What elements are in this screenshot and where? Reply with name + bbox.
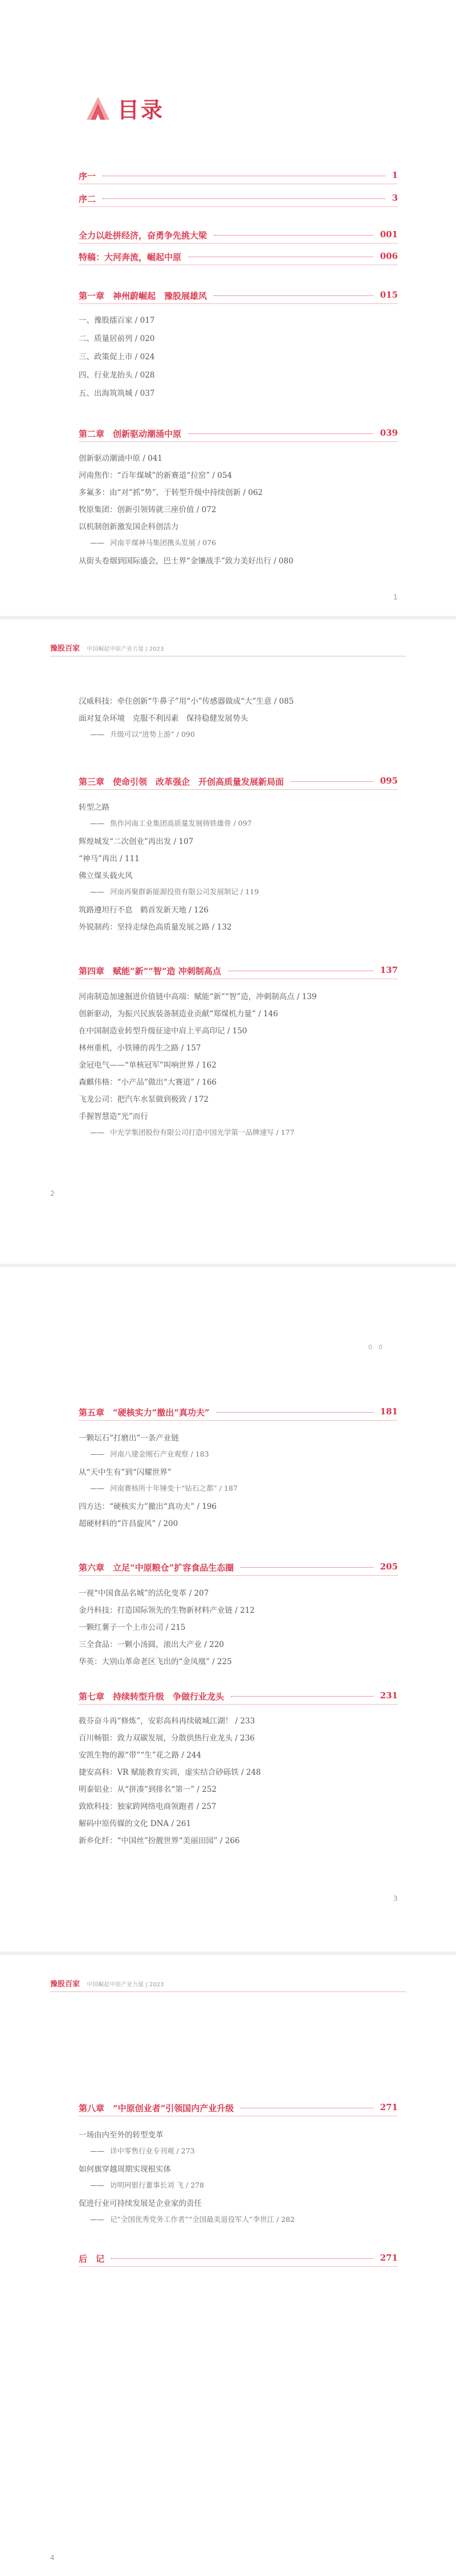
toc-entry[interactable] (79, 1466, 398, 1477)
toc-entry[interactable] (79, 387, 398, 398)
entry-title: 金冠电气——“单核冠军”叫响世界 / 162 (79, 1061, 217, 1070)
toc-entry[interactable] (79, 1007, 398, 1019)
entry-title: 林州重机，小铁锤的再生之路 / 157 (79, 1044, 201, 1053)
entry-title: 详中零售行业专刊观 / 273 (110, 2147, 195, 2155)
entry-title: 从街头卷烟到国际盛会，巴士界“金镶战手”致力美好出行 / 080 (79, 557, 294, 566)
toc-entry[interactable] (79, 695, 398, 706)
toc-entry[interactable] (79, 852, 398, 863)
entry-leader (217, 1412, 373, 1413)
toc-section-entry[interactable] (79, 251, 398, 263)
entry-title: 创新驱动潮涌中原 / 041 (79, 454, 162, 463)
toc-entry[interactable] (90, 1449, 398, 1459)
entry-dash: —— (90, 1484, 104, 1492)
section-underline (79, 1420, 398, 1421)
entry-title: 焦作河南工业集团高质量发展铸铁雄骨 / 097 (110, 819, 252, 827)
toc-entry[interactable] (79, 452, 398, 463)
entry-title: 创新驱动，为振兴民族装备制造业贡献“郑煤机力量” / 146 (79, 1009, 278, 1019)
toc-section-entry[interactable] (79, 229, 398, 241)
toc-entry[interactable] (79, 332, 398, 343)
entry-title: 一颗红薯子一个上市公司 / 215 (79, 1623, 186, 1632)
toc-section-entry[interactable] (79, 965, 398, 977)
entry-title: 促进行业可持续发展是企业家的责任 (79, 2199, 202, 2208)
entry-leader (241, 1567, 373, 1568)
toc-entry[interactable] (79, 990, 398, 1001)
entry-title: 特稿：大河奔流，崛起中原 (79, 252, 182, 262)
toc-entry[interactable] (79, 2128, 398, 2140)
entry-dash: —— (90, 2147, 104, 2155)
toc-entry[interactable] (90, 537, 398, 547)
entry-title: 序一 (79, 171, 96, 181)
page-number: 4 (50, 2554, 55, 2562)
toc-section-entry[interactable] (79, 193, 398, 205)
entry-title: 面对复杂环境 克服不利因素 保持稳健发展势头 (79, 714, 248, 723)
section-underline (79, 1575, 398, 1576)
entry-title: 佛立煤头载火风 (79, 871, 133, 881)
toc-entry[interactable] (90, 2214, 398, 2224)
entry-title: 河南制造加速掘进价值链中高端：赋能“新”“智”造，冲刺制高点 / 139 (79, 992, 317, 1001)
entry-title: 一、豫股擂百家 / 017 (79, 316, 155, 325)
entry-dash: —— (90, 1128, 104, 1137)
entry-page-number: 271 (380, 2102, 398, 2112)
entry-title: 访明珂银行董事长刘 飞 / 278 (110, 2181, 204, 2189)
entry-leader (291, 781, 373, 782)
entry-leader (214, 235, 373, 236)
toc-section-entry[interactable] (79, 1406, 398, 1418)
toc-section-entry[interactable] (79, 1690, 398, 1702)
toc-section-entry[interactable] (79, 2253, 398, 2265)
toc-entry[interactable] (79, 1058, 398, 1070)
toc-entry[interactable] (79, 835, 398, 846)
page-number: 2 (50, 1190, 55, 1198)
entry-title: 外锐制药：坚持走绿色高质量发展之路 / 132 (79, 923, 232, 932)
entry-title: 四、行业龙抬头 / 028 (79, 371, 155, 380)
entry-title: 第七章 持续转型升级 争做行业龙头 (79, 1691, 225, 1702)
toc-entry[interactable] (79, 1655, 398, 1666)
entry-dash: —— (90, 2215, 104, 2224)
entry-title: 五、出海筑筑城 / 037 (79, 389, 155, 398)
toc-title: 目录 (117, 97, 165, 123)
toc-entry[interactable] (79, 1500, 398, 1511)
toc-entry[interactable] (90, 1483, 398, 1493)
entry-title: 序二 (79, 194, 96, 204)
entry-title: 第六章 立足“中原粮仓”扩容食品生态圈 (79, 1563, 234, 1573)
entry-title: 森麒伟格：“小产品”做出“大赛道” / 166 (79, 1078, 217, 1087)
entry-title: 河南平煤神马集团携头发展 / 076 (110, 538, 217, 547)
entry-dash: —— (90, 2181, 104, 2189)
toc-entry[interactable] (79, 1587, 398, 1598)
toc-logo-icon (85, 96, 111, 121)
entry-page-number: 205 (380, 1561, 398, 1572)
entry-title: 牧原集团：创新引领铸就三座价值 / 072 (79, 505, 217, 514)
toc-entry[interactable] (90, 729, 398, 739)
toc-section-entry[interactable] (79, 428, 398, 440)
entry-title: 从“天中生有”到“闪耀世界” (79, 1468, 172, 1477)
entry-title: 转型之路 (79, 803, 109, 812)
entry-title: 解码中原传媒的文化 DNA / 261 (79, 1819, 192, 1828)
entry-title: 以机制创新激发国企科创活力 (79, 522, 179, 532)
entry-title: 手握智慧造“光”而行 (79, 1112, 148, 1121)
entry-leader (103, 198, 385, 199)
entry-title: 后 记 (79, 2254, 105, 2264)
entry-title: 金丹科技：打造国际领先的生物新材料产业链 / 212 (79, 1606, 255, 1615)
toc-section-entry[interactable] (79, 776, 398, 788)
toc-entry[interactable] (79, 486, 398, 497)
toc-entry[interactable] (79, 1731, 398, 1743)
running-header (50, 1978, 164, 1989)
toc-entry[interactable] (79, 1110, 398, 1121)
section-underline (79, 303, 398, 304)
toc-entry[interactable] (79, 920, 398, 932)
entry-title: 如何旗穿越周期实现根实体 (79, 2165, 171, 2174)
header-brand: 豫股百家 (50, 1980, 80, 1989)
entry-dash: —— (90, 538, 104, 547)
toc-entry[interactable] (90, 2180, 398, 2190)
toc-entry[interactable] (90, 2145, 398, 2156)
section-underline (79, 441, 398, 442)
entry-title: 第八章 “中原创业者”引领国内产业升级 (79, 2103, 234, 2113)
entry-title: 河南再聚群新能源投资有限公司发展制记 / 119 (110, 887, 259, 896)
header-subtitle: 中国崛起中原产业力量 | 2023 (87, 646, 164, 652)
entry-title: 升级可以“进势上游” / 090 (110, 730, 195, 739)
toc-entry[interactable] (79, 469, 398, 480)
toc-entry[interactable] (79, 712, 398, 723)
toc-entry[interactable] (79, 503, 398, 514)
running-header (50, 642, 164, 653)
toc-entry[interactable] (79, 1093, 398, 1104)
page-number: 1 (393, 593, 398, 601)
entry-title: 记“全国优秀党务工作者”“全国最美退役军人”李世江 / 282 (110, 2215, 295, 2224)
entry-leader (111, 2258, 373, 2259)
entry-dash: —— (90, 1450, 104, 1458)
entry-leader (214, 295, 373, 296)
entry-title: “神马”再出 / 111 (79, 854, 140, 863)
entry-title: 三全食品：一颗小汤圆，滚出大产业 / 220 (79, 1640, 224, 1649)
toc-entry[interactable] (90, 886, 398, 896)
page-number: 3 (393, 1895, 398, 1902)
entry-title: 三、政策促上市 / 024 (79, 352, 155, 362)
entry-title: 第一章 神州蔚崛起 豫股展雄风 (79, 291, 207, 301)
toc-entry[interactable] (79, 869, 398, 881)
entry-dash: —— (90, 887, 104, 896)
entry-page-number: 015 (380, 290, 398, 300)
section-underline (79, 243, 398, 244)
toc-entry[interactable] (79, 903, 398, 915)
section-underline (79, 206, 398, 207)
section-underline (79, 1704, 398, 1705)
entry-page-number: 095 (380, 776, 398, 786)
toc-entry[interactable] (79, 314, 398, 325)
header-subtitle: 中国崛起中原产业力量 | 2023 (87, 1982, 164, 1988)
entry-page-number: 1 (392, 170, 398, 180)
entry-title: 第五章 “硬核实力”撤出“真功夫” (79, 1407, 210, 1418)
entry-page-number: 231 (380, 1690, 398, 1701)
entry-page-number: 271 (380, 2253, 398, 2263)
toc-entry[interactable] (79, 1834, 398, 1845)
entry-title: 新乡化纤：“中国丝”扮靓世界“美丽田园” / 266 (79, 1836, 240, 1845)
entry-title: 河南焦作：“百年煤城”的新赛道“拉窑” / 054 (79, 471, 233, 480)
entry-title: 全力以赴拼经济，奋勇争先挑大梁 (79, 230, 207, 241)
toc-entry[interactable] (79, 368, 398, 380)
entry-title: 中光学集团股份有限公司打造中国光学第一品牌速写 / 177 (110, 1128, 295, 1137)
toc-entry[interactable] (79, 2197, 398, 2208)
entry-page-number: 039 (380, 428, 398, 438)
entry-page-number: 3 (392, 193, 398, 203)
entry-title: 一颗坛石“打磨出”一条产业链 (79, 1434, 179, 1443)
toc-entry[interactable] (79, 1604, 398, 1615)
toc-entry[interactable] (90, 818, 398, 828)
toc-entry[interactable] (79, 1817, 398, 1828)
entry-page-number: 137 (380, 965, 398, 975)
entry-page-number: 001 (380, 229, 398, 240)
toc-entry[interactable] (79, 1517, 398, 1528)
header-brand: 豫股百家 (50, 644, 80, 653)
header-rule (50, 1991, 406, 1992)
toc-section-entry[interactable] (79, 290, 398, 302)
toc-entry[interactable] (79, 350, 398, 362)
entry-leader (231, 1696, 373, 1697)
toc-section-entry[interactable] (79, 2102, 398, 2114)
entry-title: 筱芬奋斗再“修炼”，安彩高科再续破城江湖！ / 233 (79, 1717, 255, 1726)
entry-title: 在中国制造业转型升级征途中肩上平高印记 / 150 (79, 1027, 247, 1036)
entry-title: 百川畅银：致力双碳发展，分散供热行业龙头 / 236 (79, 1734, 255, 1743)
entry-title: 华英：大别山革命老区飞出的“金凤凰” / 225 (79, 1657, 232, 1666)
entry-title: 捷安高科：VR 赋能教育实训，虚实结合砂砾铁 / 248 (79, 1768, 261, 1777)
toc-entry[interactable] (79, 1783, 398, 1794)
toc-entry[interactable] (79, 1621, 398, 1632)
entry-page-number: 181 (380, 1406, 398, 1417)
entry-title: 二、质量居前列 / 020 (79, 334, 155, 343)
entry-title: 飞龙公司：把汽车水泵做到极致 / 172 (79, 1095, 209, 1104)
entry-title: 一视“中国食品名城”的活化变革 / 207 (79, 1589, 209, 1598)
entry-title: 河南八建金刚石产业观察 / 183 (110, 1450, 209, 1458)
entry-title: 汉威科技：牵住创新“牛鼻子”用“小”传感器做成“大”生意 / 085 (79, 697, 294, 706)
entry-title: 致欧科技：独家跨网络电商领跑者 / 257 (79, 1802, 217, 1811)
entry-title: 河南赛核所十年锤变十“钻石之都” / 187 (110, 1484, 238, 1492)
section-underline (79, 789, 398, 790)
entry-title: 超硬材料的“许昌旋风” / 200 (79, 1519, 178, 1528)
entry-title: 一场由内至外的转型变革 (79, 2131, 164, 2140)
entry-title: 明泰铝业：从“拼凑”到排名“第一” / 252 (79, 1785, 217, 1794)
toc-entry[interactable] (79, 1024, 398, 1036)
entry-leader (188, 433, 373, 434)
toc-entry[interactable] (79, 1766, 398, 1777)
toc-entry[interactable] (79, 801, 398, 812)
entry-title: 第四章 赋能“新”“智”造 冲刺制高点 (79, 966, 221, 976)
entry-title: 安凯生物的源“带”“生”花之路 / 244 (79, 1751, 202, 1760)
toc-page-4 (0, 1955, 456, 2576)
toc-entry[interactable] (79, 1076, 398, 1087)
toc-section-entry[interactable] (79, 1561, 398, 1573)
entry-title: 筑路遵坦行不息 鹤首发新天地 / 126 (79, 906, 209, 915)
toc-entry[interactable] (79, 1431, 398, 1443)
entry-dash: —— (90, 730, 104, 739)
toc-section-entry[interactable] (79, 170, 398, 182)
entry-title: 多氟多：由“对”抓“势”，于转型升级中持续创新 / 062 (79, 488, 263, 497)
toc-entry[interactable] (90, 1127, 398, 1137)
corner-marks: 0 0 (368, 1344, 382, 1351)
entry-title: 四方达：“硬核实力”撤出“真功夫” / 196 (79, 1502, 217, 1511)
entry-dash: —— (90, 819, 104, 827)
toc-entry[interactable] (79, 1041, 398, 1053)
toc-entry[interactable] (79, 1800, 398, 1811)
toc-entry[interactable] (79, 2163, 398, 2174)
section-underline (79, 2266, 398, 2267)
toc-entry[interactable] (79, 1638, 398, 1649)
toc-entry[interactable] (79, 554, 398, 566)
entry-title: 第三章 使命引领 改革强企 开创高质量发展新局面 (79, 777, 284, 787)
entry-page-number: 006 (380, 251, 398, 261)
toc-entry[interactable] (79, 1749, 398, 1760)
entry-title: 第二章 创新驱动潮涌中原 (79, 429, 182, 439)
toc-entry[interactable] (79, 520, 398, 532)
entry-title: 辉煌城发“二次创业”再出发 / 107 (79, 837, 194, 846)
toc-entry[interactable] (79, 1714, 398, 1726)
